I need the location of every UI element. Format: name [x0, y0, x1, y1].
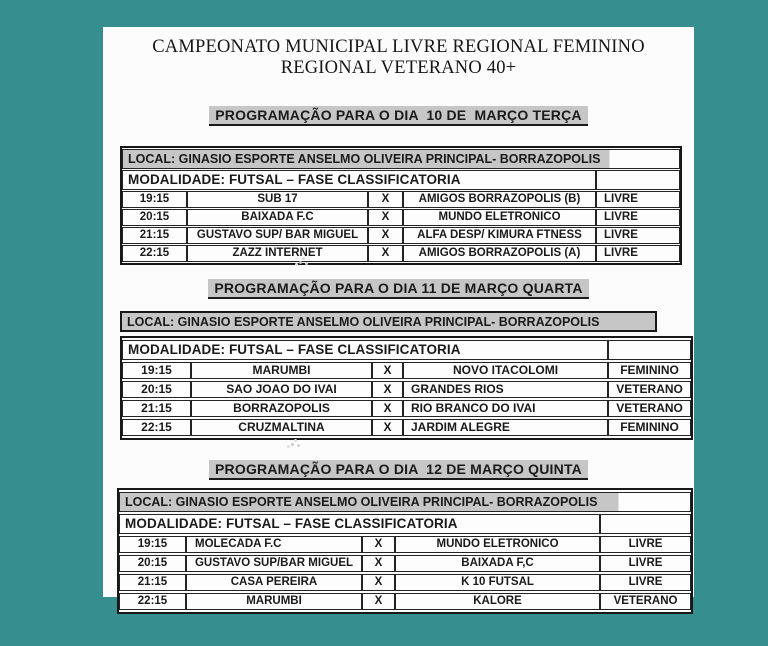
- cell-vs: X: [368, 245, 403, 262]
- local-label: LOCAL: GINASIO ESPORTE ANSELMO OLIVEIRA PRINCIPAL- BORRAZOPOLIS: [122, 149, 680, 169]
- match-row: [122, 191, 680, 208]
- cell-time: 20:15: [119, 555, 186, 572]
- cell-vs: X: [362, 574, 395, 591]
- cell-vs: X: [362, 593, 395, 610]
- cell-vs: X: [362, 555, 395, 572]
- local-row: [122, 149, 680, 169]
- match-row: [119, 593, 691, 610]
- cell-category: LIVRE: [600, 555, 691, 572]
- match-row: [119, 536, 691, 553]
- cell-team1: ZAZZ INTERNET: [187, 245, 368, 262]
- modalidade-label: MODALIDADE: FUTSAL – FASE CLASSIFICATORIA: [122, 170, 596, 190]
- cell-team2: ALFA DESP/ KIMURA FTNESS: [403, 227, 596, 244]
- cell-team1: MARUMBI: [191, 362, 372, 379]
- match-row: [119, 555, 691, 572]
- section-header-label: PROGRAMAÇÃO PARA O DIA 10 DE MARÇO TERÇA: [209, 106, 587, 126]
- cell-time: 19:15: [122, 362, 191, 379]
- cell-category: VETERANO: [608, 381, 691, 398]
- cell-team1: CASA PEREIRA: [186, 574, 362, 591]
- section-header-day-12: [103, 460, 694, 480]
- cell-team2: BAIXADA F,C: [395, 555, 600, 572]
- cell-time: 20:15: [122, 209, 187, 226]
- cell-category: LIVRE: [596, 209, 680, 226]
- cell-category: VETERANO: [608, 400, 691, 417]
- cell-team1: BORRAZOPOLIS: [191, 400, 372, 417]
- cell-team1: MARUMBI: [186, 593, 362, 610]
- cell-category: LIVRE: [596, 227, 680, 244]
- local-label: LOCAL: GINASIO ESPORTE ANSELMO OLIVEIRA PRINCIPAL- BORRAZOPOLIS: [119, 492, 691, 512]
- cell-vs: X: [362, 536, 395, 553]
- cell-category: LIVRE: [596, 191, 680, 208]
- cell-vs: X: [368, 227, 403, 244]
- cell-category: FEMININO: [608, 419, 691, 436]
- cell-time: 21:15: [119, 574, 186, 591]
- cell-time: 21:15: [122, 400, 191, 417]
- modalidade-row: [122, 340, 691, 360]
- cell-category: FEMININO: [608, 362, 691, 379]
- modalidade-empty-cell: [600, 514, 691, 534]
- match-row: [122, 227, 680, 244]
- cell-team2: JARDIM ALEGRE: [403, 419, 608, 436]
- schedule-table-day-10: [120, 146, 682, 265]
- local-row: [119, 492, 691, 512]
- scan-artifact: [299, 261, 302, 264]
- cell-vs: X: [368, 191, 403, 208]
- match-row: [122, 362, 691, 379]
- local-bar-day-11: LOCAL: GINASIO ESPORTE ANSELMO OLIVEIRA PRINCIPAL- BORRAZOPOLIS: [120, 311, 657, 332]
- schedule-table-day-11: [120, 336, 693, 440]
- cell-vs: X: [372, 400, 403, 417]
- cell-team2: NOVO ITACOLOMI: [403, 362, 608, 379]
- cell-team1: GUSTAVO SUP/ BAR MIGUEL: [187, 227, 368, 244]
- modalidade-empty-cell: [596, 170, 680, 190]
- cell-team1: SAO JOAO DO IVAI: [191, 381, 372, 398]
- cell-team2: AMIGOS BORRAZOPOLIS (B): [403, 191, 596, 208]
- cell-vs: X: [368, 209, 403, 226]
- match-row: [122, 209, 680, 226]
- cell-team2: KALORE: [395, 593, 600, 610]
- modalidade-row: [122, 170, 680, 190]
- section-header-label: PROGRAMAÇÃO PARA O DIA 12 DE MARÇO QUINTA: [209, 460, 588, 480]
- cell-category: LIVRE: [600, 574, 691, 591]
- cell-team2: K 10 FUTSAL: [395, 574, 600, 591]
- cell-time: 22:15: [119, 593, 186, 610]
- cell-team2: GRANDES RIOS: [403, 381, 608, 398]
- cell-team1: MOLECADA F.C: [186, 536, 362, 553]
- section-header-day-10: [103, 106, 694, 126]
- cell-team2: MUNDO ELETRONICO: [395, 536, 600, 553]
- cell-vs: X: [372, 419, 403, 436]
- cell-team1: GUSTAVO SUP/BAR MIGUEL: [186, 555, 362, 572]
- cell-time: 22:15: [122, 245, 187, 262]
- schedule-table-day-12: [117, 488, 693, 614]
- cell-category: LIVRE: [600, 536, 691, 553]
- section-header-day-11: [103, 279, 694, 299]
- modalidade-row: [119, 514, 691, 534]
- cell-team2: AMIGOS BORRAZOPOLIS (A): [403, 245, 596, 262]
- cell-team2: RIO BRANCO DO IVAI: [403, 400, 608, 417]
- cell-category: LIVRE: [596, 245, 680, 262]
- cell-time: 19:15: [119, 536, 186, 553]
- document-page: [103, 27, 694, 607]
- cell-time: 19:15: [122, 191, 187, 208]
- modalidade-label: MODALIDADE: FUTSAL – FASE CLASSIFICATORIA: [122, 340, 608, 360]
- cell-team1: BAIXADA F.C: [187, 209, 368, 226]
- document-title-line-2: REGIONAL VETERANO 40+: [280, 58, 517, 78]
- match-row: [122, 400, 691, 417]
- cell-category: VETERANO: [600, 593, 691, 610]
- cell-team2: MUNDO ELETRONICO: [403, 209, 596, 226]
- cell-vs: X: [372, 381, 403, 398]
- document-title-line-1: CAMPEONATO MUNICIPAL LIVRE REGIONAL FEMININO: [152, 37, 645, 57]
- cell-team1: CRUZMALTINA: [191, 419, 372, 436]
- scan-artifact: [291, 443, 294, 446]
- match-row: [119, 574, 691, 591]
- cell-time: 22:15: [122, 419, 191, 436]
- modalidade-label: MODALIDADE: FUTSAL – FASE CLASSIFICATORIA: [119, 514, 600, 534]
- section-header-label: PROGRAMAÇÃO PARA O DIA 11 DE MARÇO QUARTA: [208, 279, 588, 299]
- match-row: [122, 419, 691, 436]
- cell-team1: SUB 17: [187, 191, 368, 208]
- match-row: [122, 381, 691, 398]
- cell-time: 21:15: [122, 227, 187, 244]
- modalidade-empty-cell: [608, 340, 691, 360]
- match-row: [122, 245, 680, 262]
- document-title: [103, 37, 694, 79]
- cell-vs: X: [372, 362, 403, 379]
- cell-time: 20:15: [122, 381, 191, 398]
